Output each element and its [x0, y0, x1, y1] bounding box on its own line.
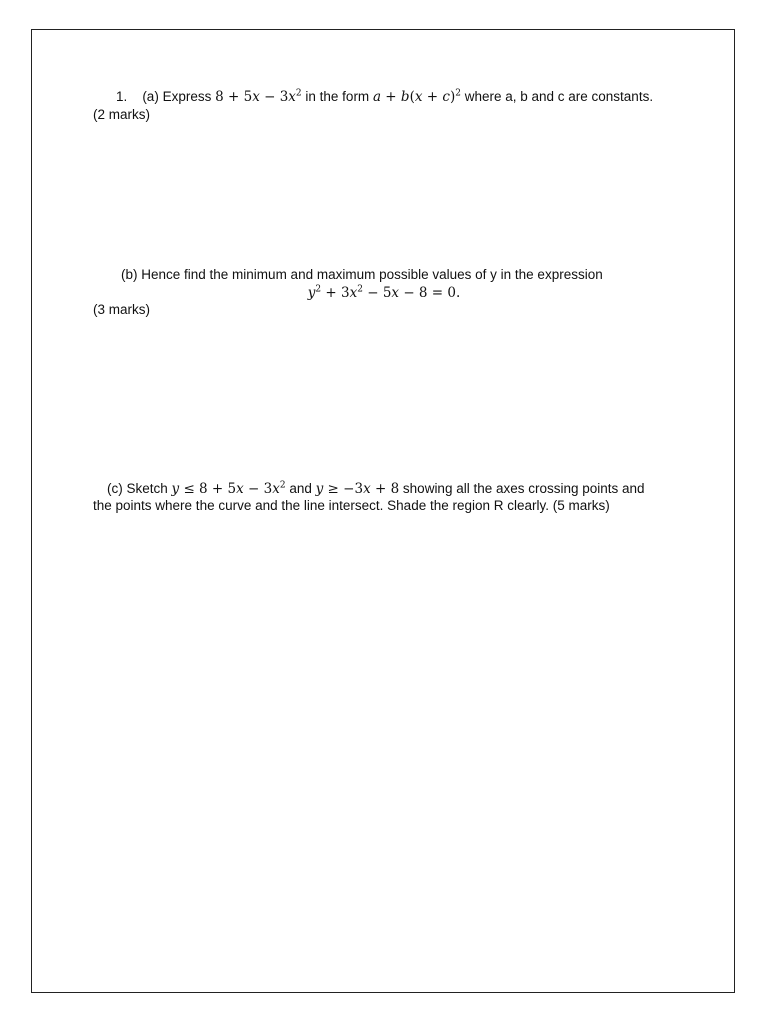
part-c-line-2: the points where the curve and the line intersect. Shade the region R clearly. (5 marks) [93, 498, 610, 513]
part-c-line-1 [107, 480, 645, 498]
part-a-mid: in the form [301, 89, 373, 104]
part-c-and: and [285, 481, 316, 496]
part-a-expression: $8 + 5x - 3x^2$ [215, 88, 302, 105]
part-c-inequality-2: y ≥ −3x + 8 [315, 481, 400, 497]
part-a-tail: where a, b and c are constants. [460, 89, 654, 104]
part-b-equation: $y^2 + 3x^2 - 5x - 8 = 0$. [307, 284, 461, 301]
part-a-label: (a) Express [142, 89, 212, 104]
part-c-tail: showing all the axes crossing points and [399, 481, 645, 496]
part-c-label: (c) Sketch [107, 481, 172, 496]
question-a-line [116, 88, 653, 106]
part-a-form: $a + b(x + c)^2$ [372, 88, 461, 105]
part-c-inequality-1: $y \le 8 + 5x - 3x^2$ [171, 480, 286, 497]
question-number: 1. [116, 89, 128, 104]
part-b-marks: (3 marks) [93, 302, 150, 317]
part-a-marks: (2 marks) [93, 107, 150, 122]
part-b-text: (b) Hence find the minimum and maximum possible values of y in the expression [121, 267, 603, 282]
